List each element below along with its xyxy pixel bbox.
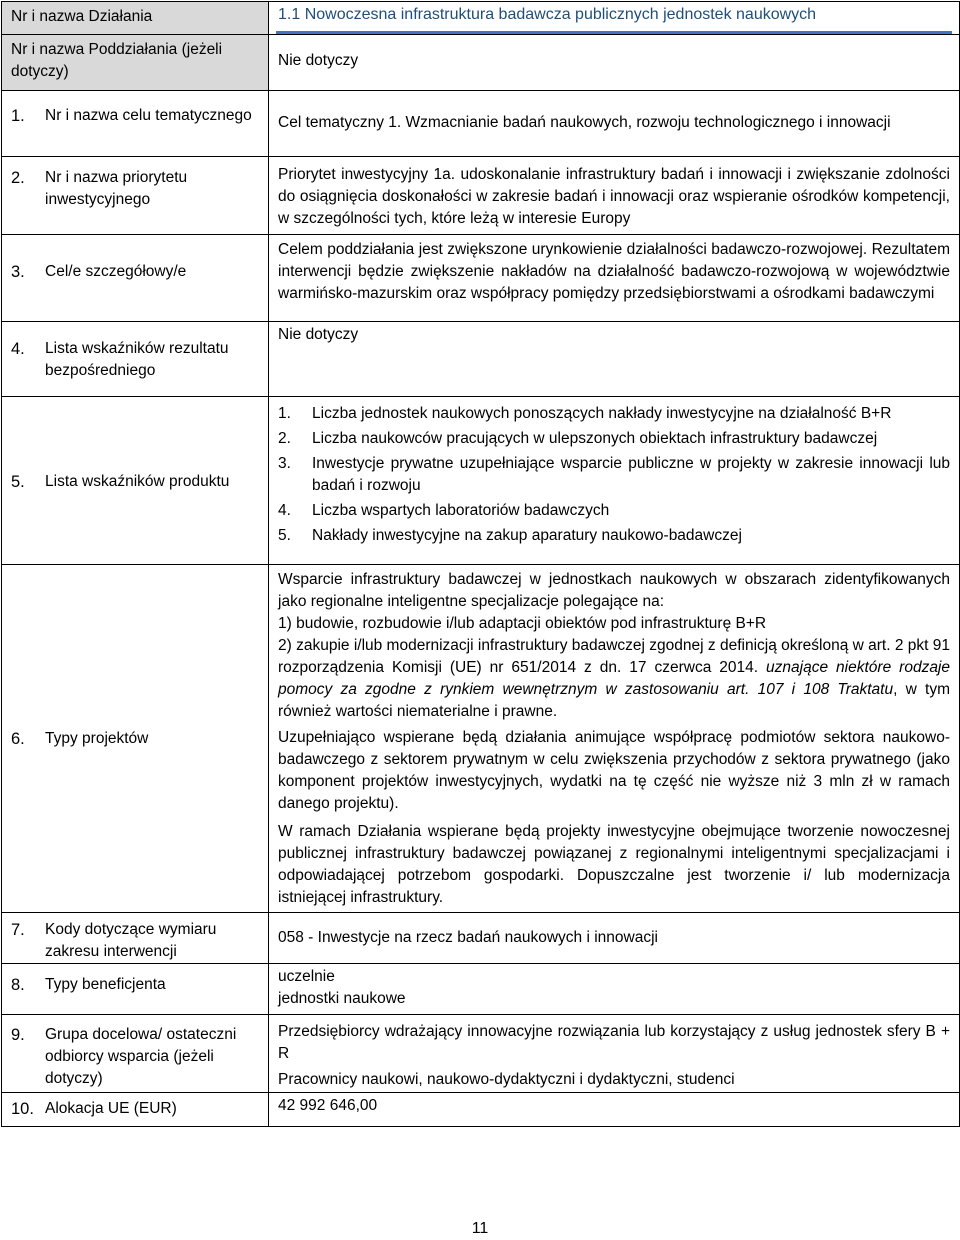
row-investment-priority <box>2 157 960 235</box>
row-label: Typy beneficjenta <box>45 976 166 993</box>
action-label: Nr i nazwa Działania <box>2 2 269 35</box>
row-project-types <box>2 565 960 913</box>
row-label: Nr i nazwa priorytetu inwestycyjnego <box>45 169 188 208</box>
row-thematic-goal <box>2 91 960 157</box>
row-number: 8. <box>11 976 25 994</box>
project-type-1: 1) budowie, rozbudowie i/lub adaptacji obiektów pod infrastrukturę B+R <box>278 615 767 632</box>
project-types-scope: W ramach Działania wspierane będą projekty inwestycyjne obejmujące tworzenie nowoczesnej publicznej infrastruktury badawczej powiązanej z regionalnymi inteligentnymi specjalizacjami i odpowiadającej potrzebom gospodarki. Dopuszczalne jest tworzenie i/ lub modernizacja istniejącej infrastruktury. <box>278 823 950 906</box>
list-item: 1. Liczba jednostek naukowych ponoszących nakłady inwestycyjne na działalność B+R <box>278 405 892 422</box>
sub-action-value: Nie dotyczy <box>269 35 960 91</box>
row-label: Lista wskaźników produktu <box>45 473 230 490</box>
row-product-indicators <box>2 397 960 565</box>
row-number: 4. <box>11 340 25 358</box>
row-label: Cel/e szczegółowy/e <box>45 263 187 280</box>
action-title: 1.1 Nowoczesna infrastruktura badawcza publicznych jednostek naukowych <box>278 6 817 23</box>
row-label: Typy projektów <box>45 730 149 747</box>
row-number: 9. <box>11 1026 25 1044</box>
target-group-1: Przedsiębiorcy wdrażający innowacyjne rozwiązania lub korzystający z usług jednostek sfery B + R <box>278 1023 950 1062</box>
target-group-2: Pracownicy naukowi, naukowo-dydaktyczni i dydaktyczni, studenci <box>278 1071 735 1088</box>
row-label: Nr i nazwa celu tematycznego <box>45 107 252 124</box>
sub-action-label: Nr i nazwa Poddziałania (jeżeli dotyczy) <box>2 35 269 91</box>
row-intervention-codes <box>2 913 960 964</box>
page-number: 11 <box>471 1220 489 1237</box>
thematic-goal-value: Cel tematyczny 1. Wzmacnianie badań naukowych, rozwoju technologicznego i innowacji <box>278 114 891 131</box>
row-number: 1. <box>11 107 25 125</box>
action-row <box>2 2 960 35</box>
product-indicators-list <box>278 403 950 547</box>
row-result-indicators <box>2 322 960 397</box>
row-label: Kody dotyczące wymiaru zakresu interwencji <box>45 921 217 960</box>
list-item: 5. Nakłady inwestycyjne na zakup aparatury naukowo-badawczej <box>278 527 742 544</box>
row-label: Lista wskaźników rezultatu bezpośredniego <box>45 340 229 379</box>
row-number: 10. <box>11 1100 34 1118</box>
eu-allocation-value: 42 992 646,00 <box>269 1093 960 1127</box>
result-indicators-value: Nie dotyczy <box>269 322 960 397</box>
row-specific-goal <box>2 235 960 322</box>
row-eu-allocation <box>2 1093 960 1127</box>
project-types-intro: Wsparcie infrastruktury badawczej w jednostkach naukowych w obszarach zidentyfikowanych jako regionalne inteligentne specjalizacje polegające na: <box>278 571 950 610</box>
measure-description-table <box>1 1 960 1127</box>
list-item: 4. Liczba wspartych laboratoriów badawczych <box>278 502 610 519</box>
sub-action-row <box>2 35 960 91</box>
beneficiary-type: uczelnie <box>278 968 335 985</box>
row-number: 2. <box>11 169 25 187</box>
row-target-group <box>2 1015 960 1093</box>
beneficiary-type: jednostki naukowe <box>278 990 406 1007</box>
row-number: 7. <box>11 921 25 939</box>
list-item: 2. Liczba naukowców pracujących w ulepszonych obiektach infrastruktury badawczej <box>278 430 878 447</box>
intervention-code-value: 058 - Inwestycje na rzecz badań naukowych i innowacji <box>269 913 960 964</box>
project-type-2: 2) zakupie i/lub modernizacji infrastruktury badawczej zgodnej z definicją określoną w art. 2 pkt 91 rozporządzenia Komisji (UE) nr 651/2014 z dn. 17 czerwca 2014. uznające niektóre rodzaje pomocy za zgodne z rynkiem wewnętrznym w zastosowaniu art. 107 i 108 Traktatu, w tym również wartości niematerialne i prawne. <box>278 637 951 720</box>
row-label: Alokacja UE (EUR) <box>45 1100 177 1117</box>
row-number: 6. <box>11 730 25 748</box>
project-types-complementary: Uzupełniająco wspierane będą działania animujące współpracę podmiotów sektora naukowo-badawczego z sektorem prywatnym w celu zwiększenia przychodów z sektora prywatnego (jako komponent projektów inwestycyjnych, wydatki na tę część nie wyższe niż 3 mln zł w ramach danego projektu). <box>278 729 950 812</box>
row-label: Grupa docelowa/ ostateczni odbiorcy wsparcia (jeżeli dotyczy) <box>45 1026 237 1087</box>
specific-goal-value: Celem poddziałania jest zwiększone urynkowienie działalności badawczo-rozwojowej. Rezultatem interwencji będzie zwiększenie nakładów na działalność badawczo-rozwojową w województwie warmińsko-mazurskim oraz współpracy pomiędzy przedsiębiorstwami a ośrodkami badawczymi <box>278 241 950 302</box>
investment-priority-value: Priorytet inwestycyjny 1a. udoskonalanie infrastruktury badań i innowacji i zwiększanie zdolności do osiągnięcia doskonałości w zakresie badań i innowacji oraz wspieranie ośrodków kompetencji, w szczególności tych, które leżą w interesie Europy <box>278 166 950 227</box>
row-number: 5. <box>11 473 25 491</box>
list-item: 3. Inwestycje prywatne uzupełniające wsparcie publiczne w projekty w zakresie innowacji lub badań i rozwoju <box>278 455 950 494</box>
row-beneficiary-types <box>2 964 960 1015</box>
row-number: 3. <box>11 263 25 281</box>
